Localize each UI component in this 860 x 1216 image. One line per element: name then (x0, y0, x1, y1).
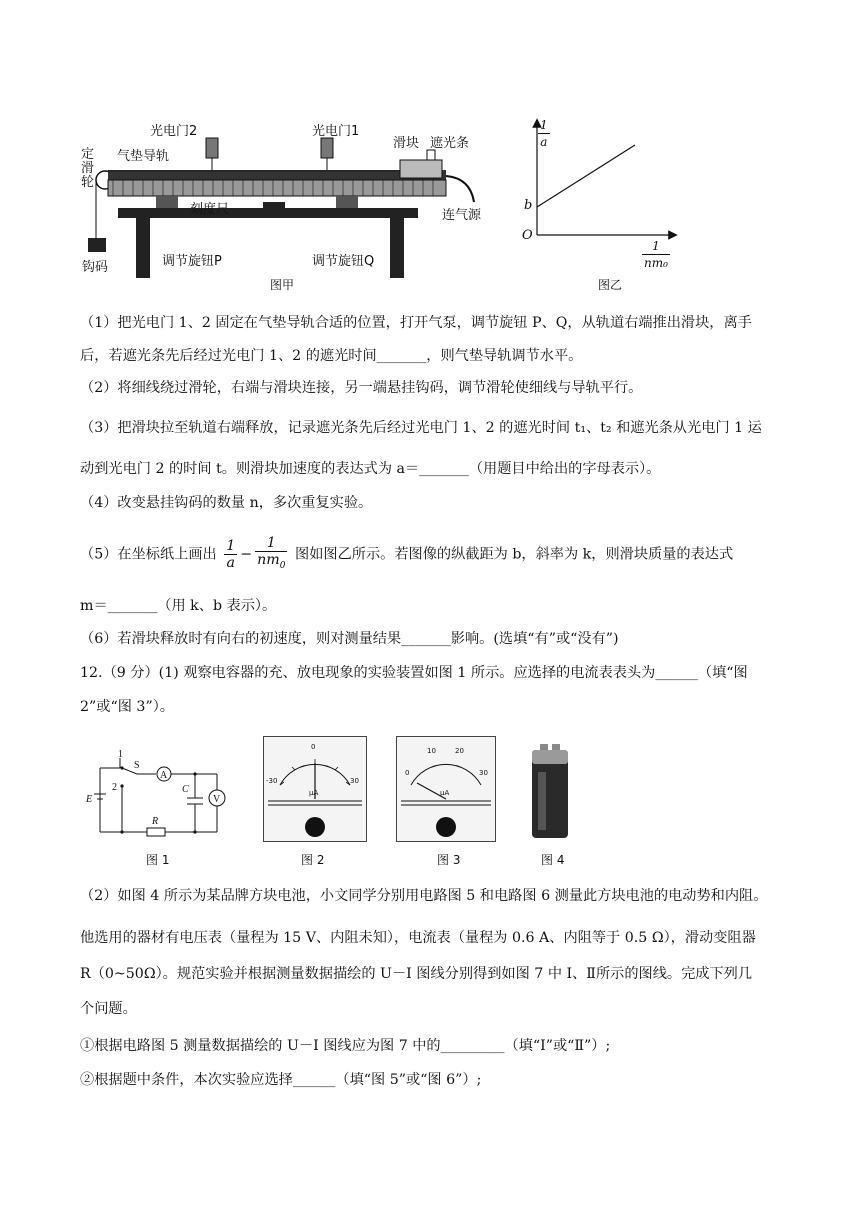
q11-part5-line2: m＝_______（用 k、b 表示）。 (80, 598, 277, 614)
meter2-unit: μA (309, 789, 319, 797)
q11-part1-line1: （1）把光电门 1、2 固定在气垫导轨合适的位置，打开气泵，调节旋钮 P、Q，从轨道右端推出滑块，离手 (80, 315, 752, 331)
caption-fig3: 图 3 (437, 853, 461, 867)
caption-fig4: 图 4 (541, 853, 565, 867)
label-slider: 滑块 (393, 136, 420, 151)
q11-part3-line1: （3）把滑块拉至轨道右端释放，记录遮光条先后经过光电门 1、2 的遮光时间 t₁、t₂ 和遮光条从光电门 1 运 (80, 420, 762, 436)
fraction-1-over-nm0: $\frac{1}{nm_0}$ (257, 535, 286, 571)
meter2-tick-30: 30 (350, 777, 359, 785)
y-axis-label: $\frac{1}{a}$ (540, 118, 548, 149)
circuit-label-s: S (134, 760, 140, 771)
figure-4-battery (526, 742, 574, 842)
meter3-tick-10: 10 (427, 747, 436, 755)
q12-part2-line4: 个问题。 (80, 1001, 137, 1017)
label-track: 气垫导轨 (117, 149, 170, 164)
q12-part1-line2: 2”或“图 3”）。 (80, 699, 174, 715)
figure-1-circuit (82, 750, 242, 845)
q11-part5-line1: （5）在坐标纸上画出 $\frac{1}{a}$ − $\frac{1}{nm_0}$ 图如图乙所示。若图像的纵截距为 b，斜率为 k，则滑块质量的表达式 (80, 535, 800, 574)
q12-part1-line1: 12.（9 分）(1) 观察电容器的充、放电现象的实验装置如图 1 所示。应选择的电流表表头为______（填“图 (80, 665, 748, 681)
q11-part6: （6）若滑块释放时有向右的初速度，则对测量结果_______影响。(选填“有”或“没有”) (80, 631, 619, 647)
q11-part5-pre: （5）在坐标纸上画出 (80, 546, 217, 563)
fraction-1-over-a: $\frac{1}{a}$ (226, 537, 236, 571)
q12-question1: ①根据电路图 5 测量数据描绘的 U－I 图线应为图 7 中的_________（填“I”或“Ⅱ”）; (80, 1038, 611, 1054)
label-gate2: 光电门2 (150, 124, 198, 139)
label-pulley: 定滑轮 (81, 147, 95, 190)
q11-part2: （2）将细线绕过滑轮，右端与滑块连接，另一端悬挂钩码，调节滑轮使细线与导轨平行。 (80, 380, 643, 396)
fit-line (537, 145, 635, 207)
intercept-label: b (524, 198, 533, 213)
meter2-tick-0: 0 (311, 743, 316, 751)
label-shade: 遮光条 (430, 136, 470, 151)
q12-part2-line3: R（0~50Ω）。规范实验并根据测量数据描绘的 U－I 图线分别得到如图 7 中 I、Ⅱ所示的图线。完成下列几 (80, 966, 753, 982)
circuit-label-a: A (160, 770, 168, 781)
q11-part4: （4）改变悬挂钩码的数量 n，多次重复实验。 (80, 495, 373, 511)
circuit-label-r: R (152, 816, 159, 827)
meter3-tick-30: 30 (479, 769, 488, 777)
meter2-tick-neg30: -30 (266, 777, 278, 785)
label-scale: 刻度尺 (190, 202, 230, 217)
meter3-knob (436, 817, 456, 837)
caption-fig1: 图 1 (146, 853, 170, 867)
q12-part2-line1: （2）如图 4 所示为某品牌方块电池，小文同学分别用电路图 5 和电路图 6 测量此方块电池的电动势和内阻。 (80, 888, 768, 904)
circuit-label-c: C (182, 784, 189, 795)
circuit-label-e: E (86, 794, 93, 805)
label-air: 连气源 (442, 208, 482, 223)
meter3-unit: μA (440, 789, 450, 797)
label-knob-q: 调节旋钮Q (312, 254, 375, 269)
x-axis-label: $\frac{1}{\text{nm₀}}$ (644, 239, 668, 270)
meter2-knob (305, 817, 325, 837)
caption-yi: 图乙 (598, 278, 623, 292)
label-weight: 钩码 (82, 260, 109, 275)
label-knob-p: 调节旋钮P (162, 254, 222, 269)
caption-fig2: 图 2 (301, 853, 325, 867)
figure-3-meter (396, 736, 496, 842)
q11-part1-line2: 后，若遮光条先后经过光电门 1、2 的遮光时间_______，则气垫导轨调节水平。 (80, 348, 583, 364)
q12-question2: ②根据题中条件，本次实验应选择______（填“图 5”或“图 6”）; (80, 1072, 482, 1088)
q11-part5-post: 图如图乙所示。若图像的纵截距为 b，斜率为 k，则滑块质量的表达式 (295, 546, 734, 563)
circuit-label-2: 2 (112, 782, 117, 793)
caption-jia: 图甲 (270, 278, 295, 292)
origin-label: O (522, 228, 533, 243)
circuit-label-1: 1 (118, 750, 123, 760)
q12-part2-line2: 他选用的器材有电压表（量程为 15 V、内阻未知），电流表（量程为 0.6 A、内阻等于 0.5 Ω），滑动变阻器 (80, 930, 756, 946)
label-gate1: 光电门1 (312, 124, 360, 139)
figure-2-meter (263, 736, 367, 842)
meter3-tick-0: 0 (405, 769, 410, 777)
circuit-label-v: V (213, 794, 221, 805)
meter3-tick-20: 20 (455, 747, 464, 755)
q11-part3-line2: 动到光电门 2 的时间 t。则滑块加速度的表达式为 a＝_______（用题目中给出的字母表示）。 (80, 461, 661, 477)
